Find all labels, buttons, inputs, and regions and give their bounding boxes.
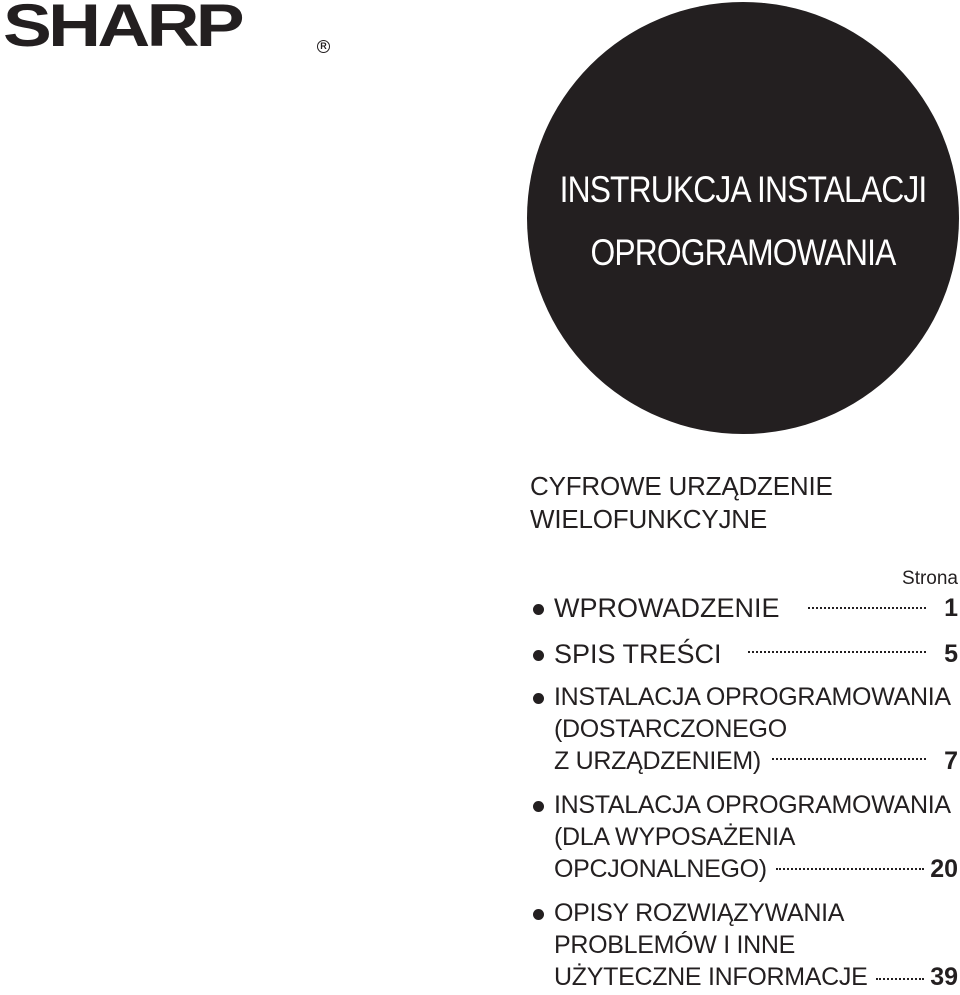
toc-page-number: 1 xyxy=(944,594,958,622)
toc-entry-label-line1: INSTALACJA OPROGRAMOWANIA xyxy=(554,683,951,711)
toc-entry-label-line2: (DLA WYPOSAŻENIA xyxy=(554,823,796,851)
toc-entry-label-line2: PROBLEMÓW I INNE xyxy=(554,931,796,959)
leader-dots xyxy=(772,758,926,760)
toc-page-number: 20 xyxy=(930,855,958,883)
leader-dots xyxy=(776,868,924,870)
toc-page-number: 5 xyxy=(944,640,958,668)
toc-entry-label: WPROWADZENIE xyxy=(554,593,780,623)
bullet-icon xyxy=(533,604,544,615)
toc-entry-label: SPIS TREŚCI xyxy=(554,639,722,669)
product-name-line1: CYFROWE URZĄDZENIE xyxy=(530,471,833,501)
title-disc xyxy=(527,2,959,434)
bullet-icon xyxy=(533,801,544,812)
toc-entry-label-line3: OPCJONALNEGO) xyxy=(554,855,767,883)
toc-entry-label-line1: INSTALACJA OPROGRAMOWANIA xyxy=(554,791,951,819)
toc-entry-install-supplied[interactable] xyxy=(530,682,958,778)
sharp-logo xyxy=(3,2,333,58)
toc-page-number: 7 xyxy=(944,747,958,775)
toc-entry-introduction[interactable] xyxy=(530,592,958,626)
registered-trademark-icon: R xyxy=(317,40,330,53)
toc-entry-label-line3: UŻYTECZNE INFORMACJE xyxy=(554,963,868,991)
bullet-icon xyxy=(533,693,544,704)
toc-entry-label-line1: OPISY ROZWIĄZYWANIA xyxy=(554,899,845,927)
cover-title-line2: OPROGRAMOWANIA xyxy=(590,232,896,273)
page-column-label: Strona xyxy=(902,568,958,589)
product-name-line2: WIELOFUNKCYJNE xyxy=(530,504,768,534)
toc-entry-label-line3: Z URZĄDZENIEM) xyxy=(554,747,761,775)
leader-dots xyxy=(808,607,926,609)
toc-entry-install-optional[interactable] xyxy=(530,790,958,886)
cover-title-line1: INSTRUKCJA INSTALACJI xyxy=(559,169,927,210)
product-name xyxy=(530,470,833,536)
logo-wordmark: SHARP xyxy=(3,0,241,59)
leader-dots xyxy=(876,978,924,980)
bullet-icon xyxy=(533,650,544,661)
toc-page-number: 39 xyxy=(930,963,958,991)
toc-entry-contents[interactable] xyxy=(530,638,958,672)
toc-entry-label-line2: (DOSTARCZONEGO xyxy=(554,715,787,743)
leader-dots xyxy=(748,651,926,653)
toc-entry-troubleshooting[interactable] xyxy=(530,898,958,994)
bullet-icon xyxy=(533,909,544,920)
